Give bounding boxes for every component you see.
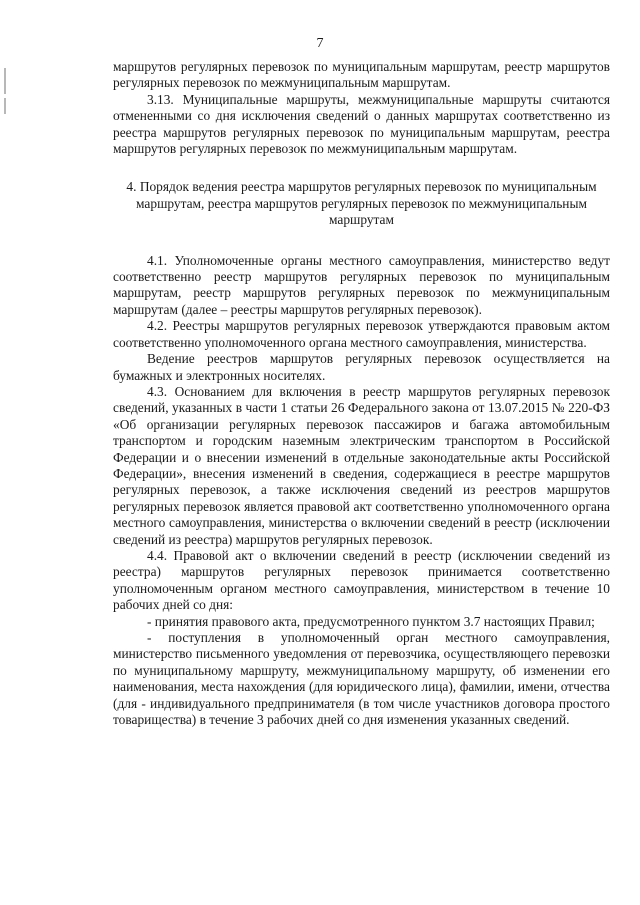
paragraph-4-3: 4.3. Основанием для включения в реестр маршрутов регулярных перевозок сведений, указанных в части 1 статьи 26 Федерального закона от 13.07.2015 № 220-ФЗ «Об организации регулярных перевозок пассажиров и багажа автомобильным транспортом и городским наземным электрическим транспортом в Российской Федерации и о внесении изменений в отдельные законодательные акты Российской Федерации», внесения изменений в сведения, содержащиеся в реестре маршрутов регулярных перевозок, а также исключения сведений из реестров маршрутов регулярных перевозок является правовой акт соответственно уполномоченного органа местного самоуправления, министерства о включении сведений в реестр (исключении сведений из реестра) маршрутов регулярных перевозок. (113, 383, 610, 547)
paragraph-3-13: 3.13. Муниципальные маршруты, межмуниципальные маршруты считаются отмененными со дня исключения сведений о данных маршрутах соответственно из реестра маршрутов регулярных перевозок по муниципальным маршрутам, реестра маршрутов регулярных перевозок по межмуниципальным маршрутам. (113, 91, 610, 157)
paragraph-record-keeping: Ведение реестров маршрутов регулярных перевозок осуществляется на бумажных и электронных носителях. (113, 351, 610, 383)
paragraph-4-1: 4.1. Уполномоченные органы местного самоуправления, министерство ведут соответственно реестр маршрутов регулярных перевозок по муниципальным маршрутам, реестр маршрутов регулярных перевозок по межмуниципальным маршрутам (далее – реестры маршрутов регулярных перевозок). (113, 252, 610, 317)
paragraph-continuation: маршрутов регулярных перевозок по муниципальным маршрутам, реестр маршрутов регулярных перевозок по межмуниципальным маршрутам. (113, 59, 610, 91)
page-number: 7 (316, 36, 324, 51)
scan-artifact (4, 68, 6, 94)
paragraph-4-4: 4.4. Правовой акт о включении сведений в реестр (исключении сведений из реестра) маршрутов регулярных перевозок принимается соответственно уполномоченным органом местного самоуправления, министерством в течение 10 рабочих дней со дня: (113, 547, 610, 613)
section-heading: 4. Порядок ведения реестра маршрутов регулярных перевозок по муниципальным маршрутам, реестра маршрутов регулярных перевозок по межмуниципальным маршрутам (126, 179, 597, 228)
list-item: - принятия правового акта, предусмотренного пунктом 3.7 настоящих Правил; (147, 613, 595, 629)
list-item: - поступления в уполномоченный орган местного самоуправления, министерство письменного уведомления от перевозчика, осуществляющего перевозки по муниципальному маршруту, межмуниципальному маршруту, об изменении его наименования, места нахождения (для юридического лица), фамилии, имени, отчества (для - индивидуального предпринимателя (в том числе участников договора простого товарищества) в течение 3 рабочих дней со дня изменения указанных сведений. (113, 630, 610, 728)
scan-artifact (4, 98, 6, 114)
document-body (113, 59, 610, 728)
paragraph-4-2: 4.2. Реестры маршрутов регулярных перевозок утверждаются правовым актом соответственно уполномоченного органа местного самоуправления, министерства. (113, 318, 610, 350)
